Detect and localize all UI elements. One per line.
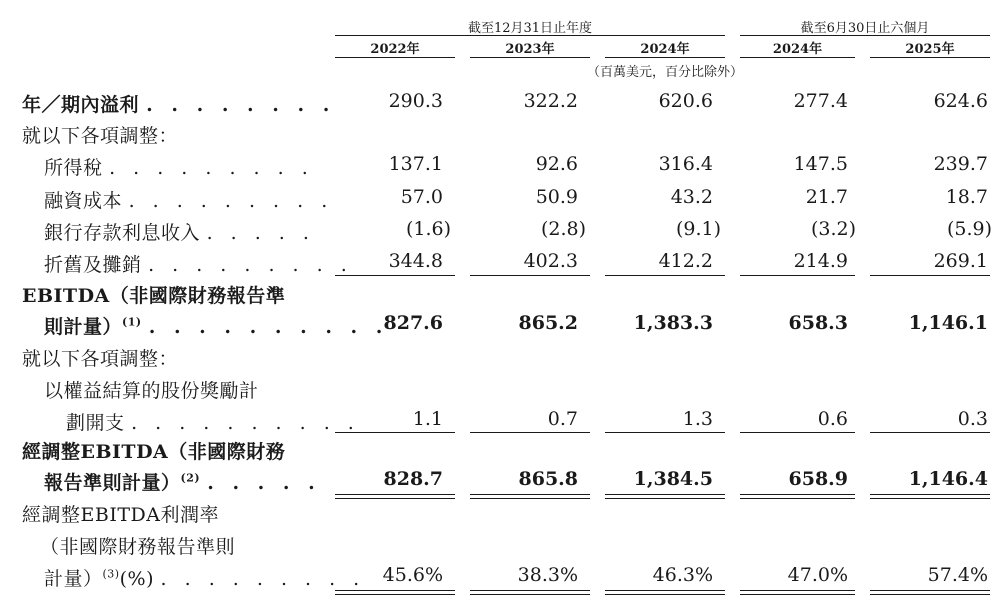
table-cell: 865.2: [518, 312, 578, 334]
total-double-rule: [335, 590, 455, 595]
subtotal-rule: [335, 275, 455, 276]
subtotal-rule: [335, 432, 455, 433]
table-cell: 1.3: [682, 408, 713, 430]
table-cell: 344.8: [388, 250, 443, 272]
table-cell: 239.7: [933, 153, 988, 175]
table-cell: 624.6: [933, 90, 988, 112]
table-cell: 57.4%: [927, 564, 988, 586]
subtotal-rule: [740, 432, 855, 433]
column-header: 2022年: [370, 42, 420, 57]
subtotal-rule: [740, 275, 855, 276]
header-group-year: 截至12月31日止年度: [467, 21, 593, 36]
subtotal-rule: [605, 432, 725, 433]
table-cell: 658.9: [788, 468, 848, 490]
table-cell: 57.0: [400, 186, 443, 208]
table-cell: (3.2): [810, 218, 856, 240]
row-label-ebitda: EBITDA（非國際財務報告準: [22, 285, 286, 307]
table-cell: 828.7: [383, 468, 443, 490]
total-double-rule: [740, 494, 855, 499]
column-header: 2025年: [905, 42, 955, 57]
total-double-rule: [740, 590, 855, 595]
header-group-rule: [335, 35, 725, 36]
row-label-adjustments-2: 就以下各項調整：: [22, 348, 179, 370]
column-header-rule: [335, 57, 455, 58]
column-header: 2024年: [640, 42, 690, 57]
subtotal-rule: [605, 275, 725, 276]
unit-note: （百萬美元，百分比除外）: [586, 65, 743, 80]
table-cell: (2.8): [540, 218, 586, 240]
table-cell: 0.7: [547, 408, 578, 430]
table-cell: 18.7: [945, 186, 988, 208]
table-cell: 865.8: [518, 468, 578, 490]
subtotal-rule: [870, 432, 990, 433]
row-label-margin-cont: （非國際財務報告準則: [40, 536, 236, 558]
table-cell: 0.3: [957, 408, 988, 430]
table-cell: 1.1: [412, 408, 443, 430]
header-group-rule: [740, 35, 990, 36]
table-cell: 47.0%: [787, 564, 848, 586]
total-double-rule: [870, 590, 990, 595]
table-cell: 50.9: [535, 186, 578, 208]
table-cell: 1,146.4: [908, 468, 988, 490]
table-cell: (9.1): [675, 218, 721, 240]
row-label-profit: 年／期內溢利 . . . . . . . .: [22, 94, 336, 116]
subtotal-rule: [470, 432, 590, 433]
column-header-rule: [605, 57, 725, 58]
table-cell: 38.3%: [517, 564, 578, 586]
header-group-half: 截至6月30日止六個月: [800, 21, 930, 36]
column-header: 2024年: [772, 42, 823, 57]
table-cell: 1,146.1: [908, 312, 988, 334]
table-cell: (1.6): [405, 218, 451, 240]
row-label-finance-costs: 融資成本 . . . . . . . . .: [44, 190, 334, 212]
table-cell: 46.3%: [652, 564, 713, 586]
row-label-adjusted-ebitda-cont: 報告準則計量）$^{(2)}$ . . . . .: [44, 471, 321, 494]
row-label-share-award-cont: 劃開支 . . . . . . . . . .: [66, 412, 360, 434]
total-double-rule: [605, 590, 725, 595]
row-label-depreciation: 折舊及攤銷 . . . . . . . . .: [44, 254, 353, 276]
row-label-bank-interest-income: 銀行存款利息收入 . . . . .: [44, 222, 315, 244]
column-header-rule: [870, 57, 990, 58]
row-label-margin-cont2: 計量）$^{(3)}$(%) . . . . . . . . .: [44, 567, 366, 590]
table-cell: 92.6: [535, 153, 578, 175]
row-label-margin: 經調整EBITDA利潤率: [22, 504, 219, 526]
row-label-adjusted-ebitda: 經調整EBITDA（非國際財務: [22, 441, 286, 463]
table-cell: 1,383.3: [633, 312, 713, 334]
column-header: 2023年: [505, 42, 555, 57]
total-double-rule: [470, 494, 590, 499]
total-double-rule: [470, 590, 590, 595]
row-label-share-award: 以權益結算的股份獎勵計: [44, 380, 259, 402]
table-cell: (5.9): [946, 218, 992, 240]
table-cell: 21.7: [805, 186, 848, 208]
table-cell: 45.6%: [382, 564, 443, 586]
column-header-rule: [740, 57, 855, 58]
table-cell: 658.3: [788, 312, 848, 334]
table-cell: 214.9: [793, 250, 848, 272]
table-cell: 316.4: [658, 153, 713, 175]
total-double-rule: [335, 494, 455, 499]
table-cell: 277.4: [793, 90, 848, 112]
table-cell: 620.6: [658, 90, 713, 112]
table-cell: 290.3: [388, 90, 443, 112]
table-cell: 147.5: [793, 153, 848, 175]
table-cell: 827.6: [383, 312, 443, 334]
subtotal-rule: [470, 275, 590, 276]
total-double-rule: [870, 494, 990, 499]
row-label-income-tax: 所得稅 . . . . . . . . .: [44, 157, 314, 179]
subtotal-rule: [870, 275, 990, 276]
table-cell: 137.1: [388, 153, 443, 175]
table-cell: 1,384.5: [633, 468, 713, 490]
total-double-rule: [605, 494, 725, 499]
table-cell: 269.1: [933, 250, 988, 272]
row-label-ebitda-cont: 則計量）$^{(1)}$ . . . . . . . . . .: [44, 315, 389, 338]
column-header-rule: [470, 57, 590, 58]
table-cell: 402.3: [523, 250, 578, 272]
row-label-adjustments: 就以下各項調整：: [22, 125, 179, 147]
table-cell: 322.2: [523, 90, 578, 112]
table-cell: 0.6: [817, 408, 848, 430]
table-cell: 43.2: [670, 186, 713, 208]
table-cell: 412.2: [658, 250, 713, 272]
